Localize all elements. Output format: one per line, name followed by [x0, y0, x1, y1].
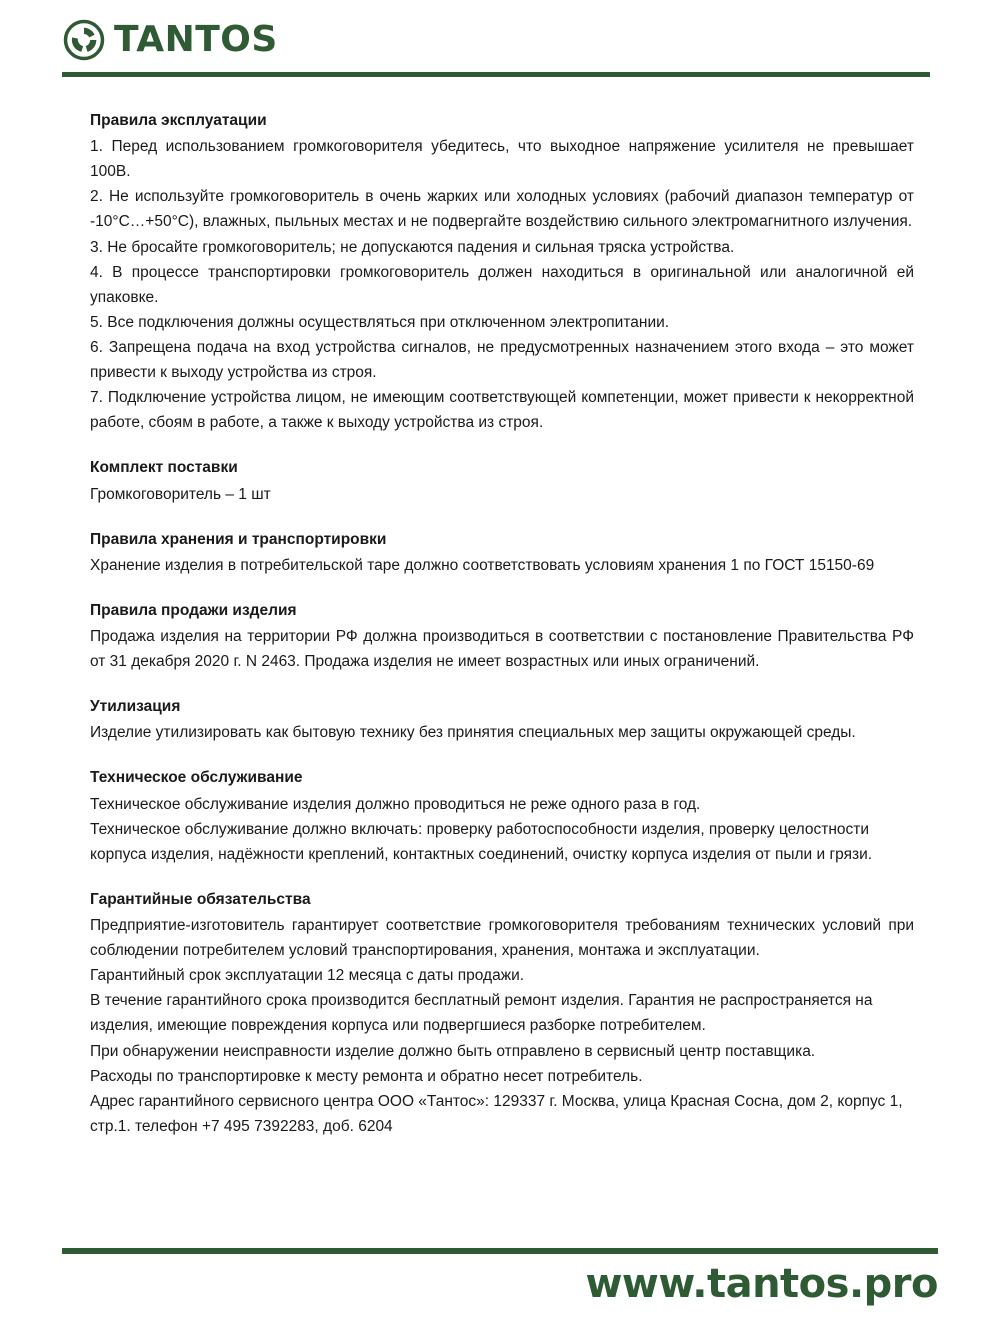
brand-logo: [62, 18, 278, 62]
section-paragraph: Громкоговоритель – 1 шт: [90, 485, 271, 503]
rule-item: 3. Не бросайте громкоговоритель; не допускаются падения и сильная тряска устройства.: [90, 238, 735, 256]
rule-item: 1. Перед использованием громкоговорителя убедитесь, что выходное напряжение усилителя не превышает 100В.: [90, 138, 914, 181]
rule-item: 2. Не используйте громкоговоритель в очень жарких или холодных условиях (рабочий диапазон температур от -10°C…+50°C), влажных, пыльных местах и не подвергайте воздействию сильного электромагнитного излучения.: [90, 188, 914, 231]
section-paragraph: Техническое обслуживание должно включать: проверку работоспособности изделия, проверку целостности корпуса изделия, надёжности креплений, контактных соединений, очистку корпуса изделия от пыли и грязи.: [90, 820, 873, 863]
rule-item: 4. В процессе транспортировки громкоговоритель должен находиться в оригинальной или аналогичной ей упаковке.: [90, 263, 914, 306]
section-disposal: [90, 694, 914, 745]
section-heading: Техническое обслуживание: [90, 769, 303, 787]
website-url[interactable]: www.tantos.pro: [585, 1261, 938, 1307]
section-heading: Правила хранения и транспортировки: [90, 530, 387, 548]
section-paragraph: Хранение изделия в потребительской таре должно соответствовать условиям хранения 1 по ГОСТ 15150-69: [90, 556, 875, 574]
section-sales-rules: [90, 598, 914, 674]
section-paragraph: При обнаружении неисправности изделие должно быть отправлено в сервисный центр поставщика.: [90, 1042, 816, 1060]
page-footer: [0, 1238, 1000, 1333]
section-paragraph: Продажа изделия на территории РФ должна производиться в соответствии с постановление Правительства РФ от 31 декабря 2020 г. N 2463. Продажа изделия не имеет возрастных или иных ограничений.: [90, 627, 914, 671]
rule-item: 5. Все подключения должны осуществляться при отключенном электропитании.: [90, 313, 670, 331]
section-warranty: [90, 887, 914, 1139]
section-paragraph: Гарантийный срок эксплуатации 12 месяца с даты продажи.: [90, 967, 525, 985]
section-paragraph: Предприятие-изготовитель гарантирует соответствие громкоговорителя требованиям технических условий при соблюдении потребителем условий транспортирования, хранения, монтажа и эксплуатации.: [90, 916, 914, 960]
service-center-address: Адрес гарантийного сервисного центра ООО «Тантос»: 129337 г. Москва, улица Красная Сосна, дом 2, корпус 1, стр.1. телефон +7 495 7392283, доб. 6204: [90, 1092, 903, 1135]
document-content: [90, 108, 914, 1139]
section-heading: Правила эксплуатации: [90, 112, 267, 129]
brand-wordmark: TANTOS: [114, 19, 278, 60]
section-heading: Гарантийные обязательства: [90, 890, 311, 908]
section-heading: Утилизация: [90, 698, 181, 716]
section-paragraph: В течение гарантийного срока производится бесплатный ремонт изделия. Гарантия не распространяется на изделия, имеющие повреждения корпуса или подвергшиеся разборке потребителем.: [90, 992, 873, 1035]
section-heading: Комплект поставки: [90, 459, 238, 477]
footer-divider: [62, 1248, 938, 1254]
section-paragraph: Расходы по транспортировке к месту ремонта и обратно несет потребитель.: [90, 1067, 643, 1085]
rule-item: 6. Запрещена подача на вход устройства сигналов, не предусмотренных назначением этого входа – это может привести к выходу устройства из строя.: [90, 338, 914, 382]
circular-arrows-icon: [62, 18, 106, 62]
page-header: [0, 0, 1000, 92]
section-operating-rules: [90, 108, 914, 435]
section-maintenance: [90, 765, 914, 866]
header-divider: [62, 72, 930, 77]
section-heading: Правила продажи изделия: [90, 601, 297, 619]
rule-item: 7. Подключение устройства лицом, не имеющим соответствующей компетенции, может привести к некорректной работе, сбоям в работе, а также к выходу устройства из строя.: [90, 389, 914, 432]
section-paragraph: Техническое обслуживание изделия должно проводиться не реже одного раза в год.: [90, 795, 701, 813]
section-storage-transport: [90, 527, 914, 578]
section-paragraph: Изделие утилизировать как бытовую технику без принятия специальных мер защиты окружающей среды.: [90, 724, 856, 742]
section-delivery-set: [90, 455, 914, 506]
